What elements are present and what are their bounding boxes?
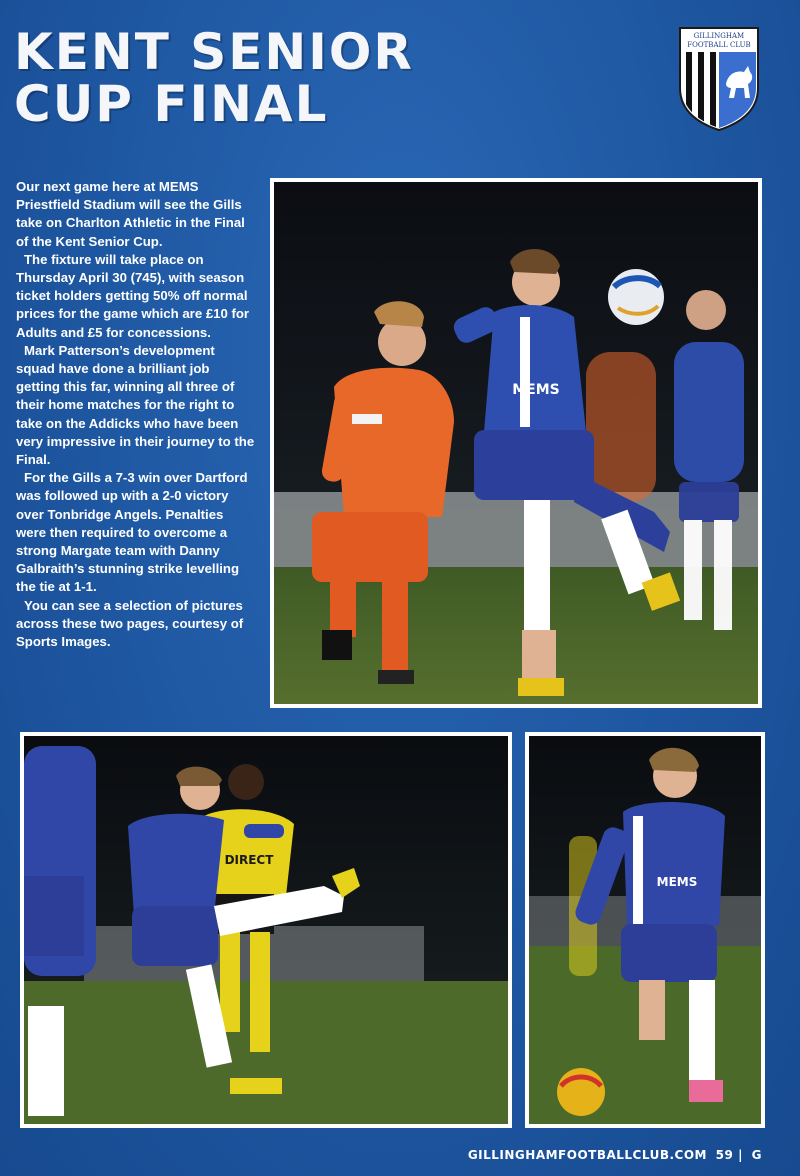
shirt-sponsor-text: MEMS — [656, 875, 698, 889]
article-paragraph: You can see a selection of pictures across these two pages, courtesy of Sports Images. — [16, 597, 244, 650]
article-paragraph: The fixture will take place on Thursday April 30 (745), with season ticket holders getting 50% off normal prices for the game which are £10 for Adults and £5 for concessions. — [16, 251, 250, 340]
page-number: 59 — [715, 1148, 734, 1162]
match-photo-left — [20, 732, 512, 1128]
title-line-1: KENT SENIOR — [14, 23, 414, 81]
club-mark-icon: G — [751, 1148, 762, 1162]
article-paragraph: Our next game here at MEMS Priestfield Stadium will see the Gills take on Charlton Athletic in the Final of the Kent Senior Cup. — [16, 179, 245, 249]
title-line-2: CUP FINAL — [14, 75, 329, 133]
shirt-sponsor-text: DIRECT — [224, 853, 274, 867]
shirt-sponsor-text: MEMS — [512, 382, 560, 398]
footer-separator: | — [738, 1148, 743, 1162]
match-photo-right — [525, 732, 765, 1128]
footer-site-link[interactable]: GILLINGHAMFOOTBALLCLUB.COM — [467, 1148, 707, 1162]
article-text — [16, 178, 256, 651]
article-paragraph: For the Gills a 7-3 win over Dartford was followed up with a 2-0 victory over Tonbridge Angels. Penalties were then required to overcome a strong Margate team with Danny Galbraith’s stunning strike levelling the tie at 1-1. — [16, 470, 248, 595]
page-title — [14, 23, 414, 133]
article-paragraph: Mark Patterson’s development squad have done a brilliant job getting this far, winning all three of their home matches for the right to take on the Addicks who have been very impressive in their journey to the Final. — [16, 342, 255, 468]
page-footer — [468, 1148, 762, 1162]
crest-text-2: FOOTBALL CLUB — [687, 41, 751, 49]
gillingham-crest-icon — [678, 26, 760, 132]
match-photo-main — [270, 178, 762, 708]
crest-text-1: GILLINGHAM — [693, 32, 745, 40]
